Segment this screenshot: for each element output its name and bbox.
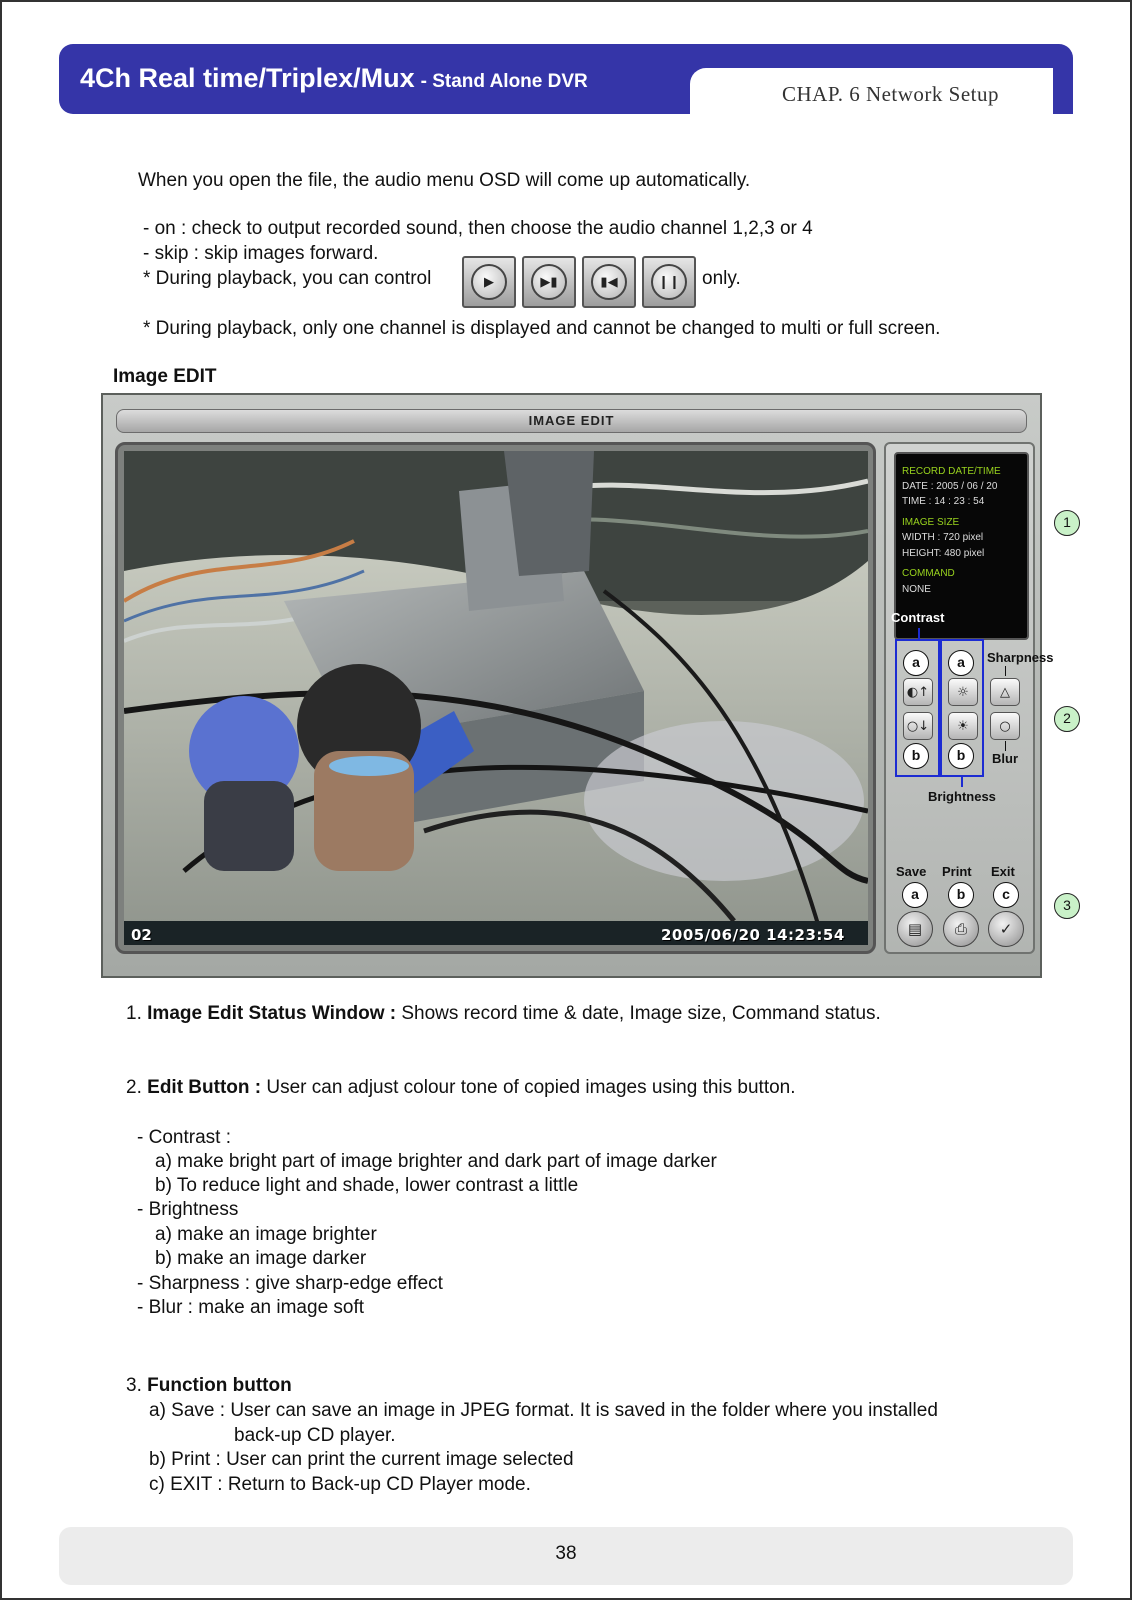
intro-on: - on : check to output recorded sound, then choose the audio channel 1,2,3 or 4 xyxy=(143,218,813,239)
contrast-b-text: b) To reduce light and shade, lower contrast a little xyxy=(155,1175,579,1196)
contrast-down-button[interactable] xyxy=(903,712,933,740)
sharpness-label: Sharpness xyxy=(987,650,1054,665)
intro-skip: - skip : skip images forward. xyxy=(143,243,379,264)
command-status: NONE xyxy=(902,584,931,595)
item1-description xyxy=(126,1003,881,1025)
section-title: Image EDIT xyxy=(113,366,217,387)
item2-description xyxy=(126,1077,796,1099)
blur-text: - Blur : make an image soft xyxy=(137,1297,365,1318)
contrast-leader xyxy=(918,628,920,640)
channel-label: 02 xyxy=(131,926,152,944)
floppy-disk-icon: ▤ xyxy=(907,920,923,938)
brightness-a-marker: a xyxy=(948,650,974,676)
brightness-down-button[interactable] xyxy=(948,712,978,740)
timestamp-overlay: 2005/06/20 14:23:54 xyxy=(661,926,845,944)
window-title: IMAGE EDIT xyxy=(116,409,1027,433)
save-label: Save xyxy=(896,864,927,879)
rewind-button xyxy=(582,256,636,308)
sharpness-button[interactable] xyxy=(990,678,1020,706)
item2-title: Edit Button : xyxy=(147,1077,262,1098)
exit-icon: ✓ xyxy=(999,920,1013,938)
contrast-label: Contrast xyxy=(891,610,945,625)
rewind-icon: ▮◀ xyxy=(591,264,627,300)
sharpness-text: - Sharpness : give sharp-edge effect xyxy=(137,1273,443,1294)
size-heading: IMAGE SIZE xyxy=(902,517,960,528)
record-heading: RECORD DATE/TIME xyxy=(902,466,1001,477)
command-heading: COMMAND xyxy=(902,568,955,579)
save-a-marker: a xyxy=(902,882,928,908)
blur-button[interactable] xyxy=(990,712,1020,740)
title-subtitle: - Stand Alone DVR xyxy=(420,71,588,92)
record-date: DATE : 2005 / 06 / 20 xyxy=(902,481,998,492)
save-description-cont: back-up CD player. xyxy=(234,1425,396,1446)
exit-button[interactable] xyxy=(988,911,1024,947)
sharpen-icon: △ xyxy=(1000,684,1010,700)
print-label: Print xyxy=(942,864,972,879)
callout-3: 3 xyxy=(1054,893,1080,919)
page-number: 38 xyxy=(555,1543,577,1564)
sun-outline-icon: ☼ xyxy=(957,684,969,700)
contrast-heading: - Contrast : xyxy=(137,1127,231,1148)
image-width: WIDTH : 720 pixel xyxy=(902,532,984,543)
image-height: HEIGHT: 480 pixel xyxy=(902,548,985,559)
item3-number: 3. xyxy=(126,1375,142,1396)
callout-1: 1 xyxy=(1054,510,1080,536)
brightness-heading: - Brightness xyxy=(137,1199,239,1220)
contrast-up-icon: ◐↑ xyxy=(906,684,930,700)
record-time: TIME : 14 : 23 : 54 xyxy=(902,496,985,507)
exit-description: c) EXIT : Return to Back-up CD Player mode. xyxy=(149,1474,531,1495)
item3-title: Function button xyxy=(147,1375,292,1396)
contrast-a-text: a) make bright part of image brighter and dark part of image darker xyxy=(155,1151,717,1172)
document-title xyxy=(80,63,588,94)
blur-label: Blur xyxy=(992,751,1018,766)
title-text: 4Ch Real time/Triplex/Mux xyxy=(80,63,415,93)
brightness-a-text: a) make an image brighter xyxy=(155,1224,377,1245)
blur-icon: ○ xyxy=(999,718,1011,734)
item2-text: User can adjust colour tone of copied images using this button. xyxy=(261,1077,796,1098)
item1-title: Image Edit Status Window : xyxy=(147,1003,397,1024)
print-b-marker: b xyxy=(948,882,974,908)
blur-leader xyxy=(1005,741,1006,751)
contrast-b-marker: b xyxy=(903,743,929,769)
print-button[interactable] xyxy=(943,911,979,947)
brightness-up-button[interactable] xyxy=(948,678,978,706)
item3-description xyxy=(126,1375,292,1397)
print-description: b) Print : User can print the current image selected xyxy=(149,1449,574,1470)
save-description: a) Save : User can save an image in JPEG format. It is saved in the folder where you installed xyxy=(149,1400,938,1421)
brightness-b-text: b) make an image darker xyxy=(155,1248,367,1269)
brightness-label: Brightness xyxy=(928,789,996,804)
play-icon: ▶ xyxy=(471,264,507,300)
sun-filled-icon: ☀ xyxy=(957,718,969,734)
fast-forward-button xyxy=(522,256,576,308)
sharpness-leader xyxy=(1005,666,1006,676)
camera-image xyxy=(124,451,868,945)
exit-label: Exit xyxy=(991,864,1015,879)
printer-icon: ⎙ xyxy=(954,920,967,938)
item2-number: 2. xyxy=(126,1077,142,1098)
camera-scene-illustration xyxy=(124,451,868,945)
exit-c-marker: c xyxy=(993,882,1019,908)
contrast-up-button[interactable] xyxy=(903,678,933,706)
contrast-down-icon: ○↓ xyxy=(906,718,930,734)
brightness-b-marker: b xyxy=(948,743,974,769)
play-button xyxy=(462,256,516,308)
intro-single-channel: * During playback, only one channel is displayed and cannot be changed to multi or full screen. xyxy=(143,318,941,339)
item1-number: 1. xyxy=(126,1003,142,1024)
item1-text: Shows record time & date, Image size, Command status. xyxy=(396,1003,881,1024)
save-button[interactable] xyxy=(897,911,933,947)
chapter-label: CHAP. 6 Network Setup xyxy=(782,82,1000,106)
intro-control-pre: * During playback, you can control xyxy=(143,268,432,289)
intro-line: When you open the file, the audio menu OSD will come up automatically. xyxy=(138,170,751,191)
brightness-leader xyxy=(961,777,963,787)
pause-icon: ❙❙ xyxy=(651,264,687,300)
pause-button xyxy=(642,256,696,308)
intro-control-post: only. xyxy=(702,268,741,289)
callout-2: 2 xyxy=(1054,706,1080,732)
fast-forward-icon: ▶▮ xyxy=(531,264,567,300)
contrast-a-marker: a xyxy=(903,650,929,676)
